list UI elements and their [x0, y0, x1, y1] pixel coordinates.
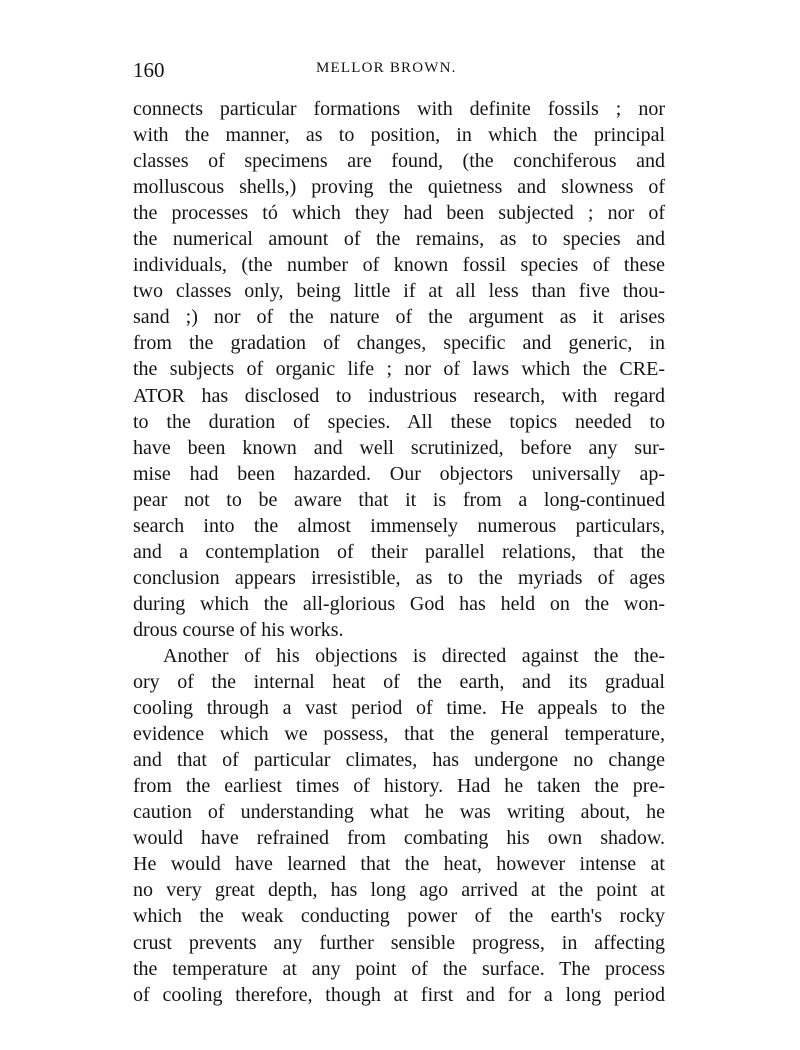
text-line: ATOR has disclosed to industrious research, with regard — [133, 384, 665, 407]
text-line: pear not to be aware that it is from a long-continued — [133, 488, 665, 511]
text-line: would have refrained from combating his own shadow. — [133, 827, 665, 850]
text-line: which the weak conducting power of the earth's rocky — [133, 905, 665, 928]
text-line: and that of particular climates, has undergone no change — [133, 749, 665, 772]
text-line: and a contemplation of their parallel relations, that the — [133, 540, 665, 563]
text-line: ory of the internal heat of the earth, and its gradual — [133, 671, 665, 694]
text-line: classes of specimens are found, (the conchiferous and — [133, 150, 665, 173]
text-line: crust prevents any further sensible progress, in affecting — [133, 931, 665, 954]
text-line: search into the almost immensely numerous particulars, — [133, 514, 665, 537]
running-head — [133, 58, 665, 92]
text-line: from the gradation of changes, specific and generic, in — [133, 332, 665, 355]
text-line: conclusion appears irresistible, as to the myriads of ages — [133, 566, 665, 589]
running-title: MELLOR BROWN. — [316, 60, 457, 76]
text-line: with the manner, as to position, in which the principal — [133, 124, 665, 147]
paragraph — [133, 96, 665, 643]
text-line: drous course of his works. — [133, 618, 344, 641]
book-page — [133, 58, 665, 1004]
text-line: connects particular formations with definite fossils ; nor — [133, 98, 665, 120]
text-line: individuals, (the number of known fossil species of these — [133, 254, 665, 277]
text-line: the processes tó which they had been subjected ; nor of — [133, 202, 665, 225]
paragraph — [133, 643, 665, 1008]
text-line: evidence which we possess, that the general temperature, — [133, 723, 665, 746]
text-line: sand ;) nor of the nature of the argument as it arises — [133, 306, 665, 329]
text-line: cooling through a vast period of time. He appeals to the — [133, 697, 665, 720]
text-line: caution of understanding what he was writing about, he — [133, 801, 665, 824]
text-line: the temperature at any point of the surface. The process — [133, 957, 665, 980]
text-line: to the duration of species. All these topics needed to — [133, 410, 665, 433]
page-number: 160 — [133, 58, 165, 82]
text-line: mise had been hazarded. Our objectors universally ap- — [133, 462, 665, 485]
text-line: two classes only, being little if at all less than five thou- — [133, 280, 665, 303]
text-line: He would have learned that the heat, however intense at — [133, 853, 665, 876]
text-line: molluscous shells,) proving the quietness and slowness of — [133, 176, 665, 199]
text-line: the numerical amount of the remains, as to species and — [133, 228, 665, 251]
body-text — [133, 96, 665, 1008]
text-line: during which the all-glorious God has held on the won- — [133, 592, 665, 615]
text-line: Another of his objections is directed against the the- — [163, 644, 665, 667]
text-line: have been known and well scrutinized, before any sur- — [133, 436, 665, 459]
text-line: the subjects of organic life ; nor of laws which the CRE- — [133, 358, 665, 381]
text-line: from the earliest times of history. Had he taken the pre- — [133, 775, 665, 798]
text-line: of cooling therefore, though at first and for a long period — [133, 983, 665, 1006]
text-line: no very great depth, has long ago arrived at the point at — [133, 879, 665, 902]
